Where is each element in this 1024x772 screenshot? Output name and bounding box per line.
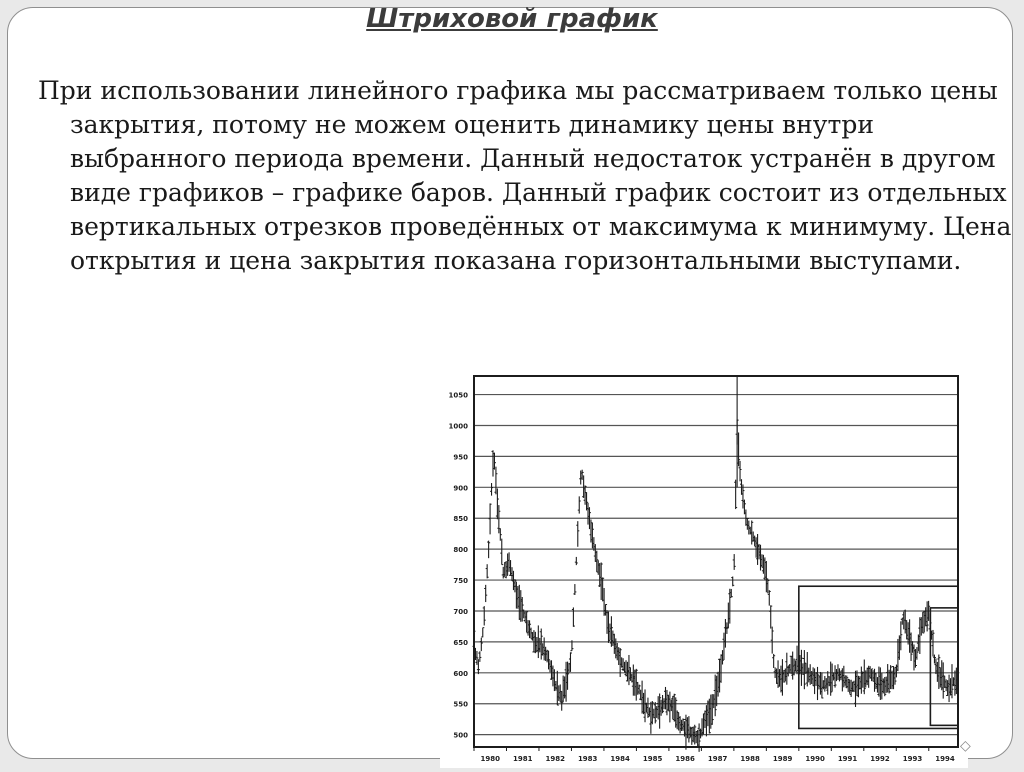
y-tick-label: 750	[453, 577, 468, 586]
x-tick-label: 1987	[707, 755, 728, 763]
x-tick-label: 1985	[642, 755, 663, 763]
y-tick-label: 800	[453, 546, 468, 555]
highlight-box	[930, 608, 958, 725]
y-tick-label: 650	[453, 638, 468, 647]
bar-chart	[440, 367, 968, 768]
x-tick-label: 1990	[805, 755, 825, 763]
slide-title: Штриховой график	[366, 4, 658, 34]
x-tick-label: 1991	[837, 755, 858, 763]
y-tick-label: 900	[453, 484, 468, 493]
y-tick-label: 950	[453, 453, 468, 462]
y-tick-label: 1050	[448, 391, 468, 400]
chart-bars	[473, 376, 960, 752]
y-tick-label: 600	[453, 669, 468, 678]
x-tick-label: 1988	[740, 755, 760, 763]
chart-plot-border	[474, 376, 958, 747]
slide-body-text: При использовании линейного графика мы рассматриваем только цены закрытия, потому не можем оценить динамику цены внутри выбранного периода времени. Данный недостаток устранён в другом виде графиков – графике баров. Данный график состоит из отдельных вертикальных отрезков проведённых от максимума к минимуму. Цена открытия и цена закрытия показана горизонтальными выступами.	[38, 76, 1012, 275]
y-tick-label: 850	[453, 515, 468, 524]
x-tick-label: 1986	[675, 755, 695, 763]
x-tick-label: 1993	[902, 755, 923, 763]
y-tick-label: 550	[453, 700, 468, 709]
bar-chart-svg	[440, 367, 968, 768]
x-tick-label: 1980	[480, 755, 500, 763]
x-tick-label: 1983	[577, 755, 598, 763]
chart-grid	[474, 395, 958, 735]
chart-y-ticks	[449, 392, 469, 740]
x-tick-label: 1984	[610, 755, 630, 763]
x-tick-label: 1989	[772, 755, 793, 763]
x-tick-label: 1981	[512, 755, 533, 763]
chart-x-ticks	[474, 747, 955, 763]
diamond-icon: ◇	[960, 738, 971, 754]
y-tick-label: 500	[453, 731, 468, 740]
x-tick-label: 1994	[935, 755, 955, 763]
y-tick-label: 1000	[448, 422, 468, 431]
x-tick-label: 1992	[870, 755, 890, 763]
x-tick-label: 1982	[545, 755, 565, 763]
y-tick-label: 700	[453, 607, 468, 616]
